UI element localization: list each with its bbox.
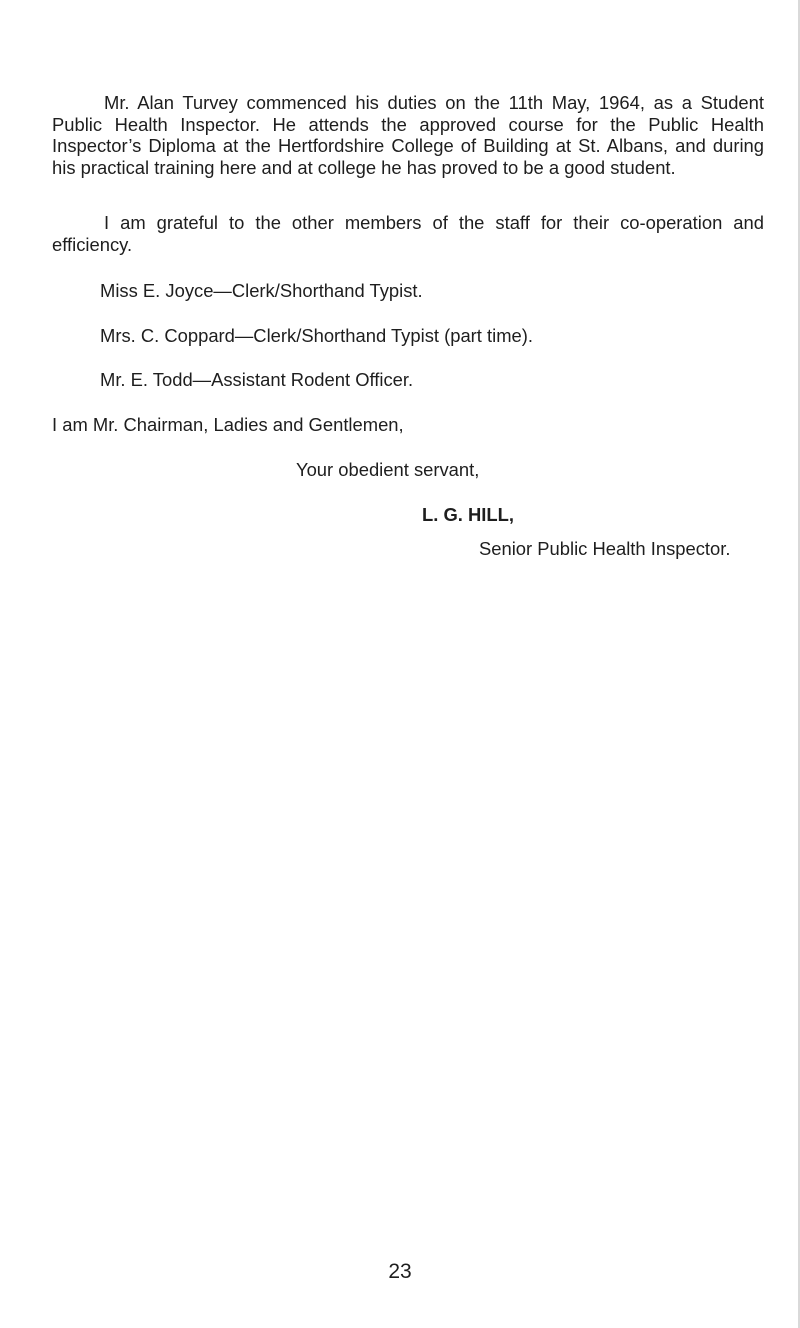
signatory-title: Senior Public Health Inspector.: [479, 538, 731, 559]
staff-member-coppard: Mrs. C. Coppard—Clerk/Shorthand Typist (part time).: [100, 325, 534, 346]
signatory-name: L. G. HILL,: [422, 504, 514, 525]
paragraph-student-inspector: Mr. Alan Turvey commenced his duties on the 11th May, 1964, as a Student Public Health Inspector. He attends the approved course for the Public Health Inspector’s Diploma at the Hertfordshire College of Building at St. Albans, and during his practical training here and at college he has proved to be a good student.: [52, 92, 764, 178]
page-number: 23: [388, 1260, 412, 1283]
valediction: Your obedient servant,: [296, 459, 480, 480]
staff-member-todd: Mr. E. Todd—Assistant Rodent Officer.: [100, 369, 414, 390]
staff-member-joyce: Miss E. Joyce—Clerk/Shorthand Typist.: [100, 280, 423, 301]
paragraph-staff-thanks: I am grateful to the other members of the staff for their co-operation and efficiency.: [52, 212, 764, 255]
closing-line: I am Mr. Chairman, Ladies and Gentlemen,: [52, 414, 404, 435]
